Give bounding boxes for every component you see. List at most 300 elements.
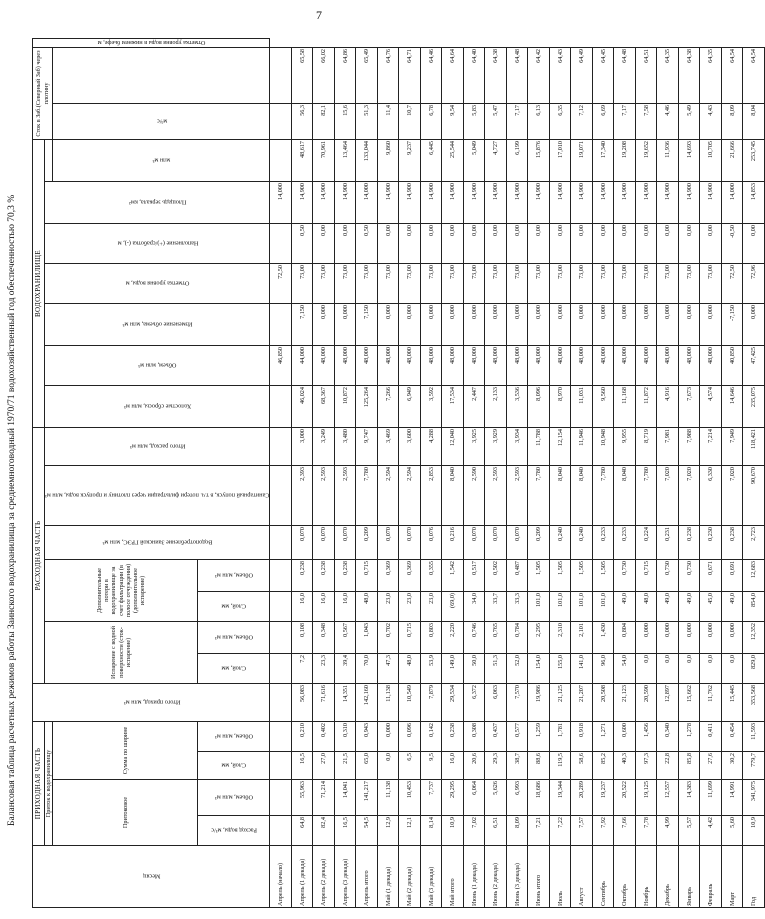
header-filt-layer: Слой, мм <box>198 592 270 622</box>
table-cell: 0,000 <box>506 304 528 346</box>
table-row <box>356 39 378 908</box>
table-cell: 82,1 <box>313 103 335 139</box>
table-cell: 10,9 <box>743 816 765 846</box>
table-cell: 73,00 <box>700 264 722 304</box>
table-cell: 40,3 <box>614 752 636 780</box>
table-cell: 15,6 <box>334 103 356 139</box>
table-cell: 14,991 <box>721 780 743 816</box>
table-cell: 7,150 <box>356 304 378 346</box>
table-cell: 23,0 <box>420 592 442 622</box>
table-cell: 0,000 <box>571 304 593 346</box>
table-cell: 21,5 <box>334 752 356 780</box>
table-cell: 4,43 <box>700 103 722 139</box>
header-volume-short: Объем, млн м³ <box>198 722 270 752</box>
table-cell: 48,000 <box>592 346 614 386</box>
table-cell: 16,0 <box>313 592 335 622</box>
table-cell: 64,71 <box>399 47 421 103</box>
table-cell: 19,208 <box>614 139 636 181</box>
table-cell: 48,000 <box>657 346 679 386</box>
table-cell: 0,070 <box>485 526 507 560</box>
table-cell: 7,150 <box>291 304 313 346</box>
table-cell <box>270 139 292 181</box>
table-cell: 7,266 <box>377 386 399 428</box>
table-cell: 7,988 <box>678 428 700 466</box>
table-cell: 19,344 <box>549 780 571 816</box>
table-cell: 0,070 <box>399 526 421 560</box>
table-cell: 64,86 <box>334 47 356 103</box>
table-cell: 1,278 <box>678 722 700 752</box>
table-cell: 96,0 <box>592 654 614 684</box>
table-cell: 12,040 <box>442 428 464 466</box>
table-cell: 8,040 <box>549 466 571 526</box>
row-month-label: Декабрь <box>657 846 679 908</box>
table-cell: 779,7 <box>743 752 765 780</box>
table-cell: 0,369 <box>399 560 421 592</box>
table-cell: 0,238 <box>721 526 743 560</box>
table-cell: 8,040 <box>571 466 593 526</box>
row-month-label: Апрель (3 декада) <box>334 846 356 908</box>
table-cell: 7,020 <box>657 466 679 526</box>
table-cell: 15,876 <box>528 139 550 181</box>
table-cell: 0,746 <box>463 622 485 654</box>
table-cell: 0,0 <box>678 654 700 684</box>
table-cell: 1,505 <box>549 560 571 592</box>
table-cell: 0,000 <box>442 304 464 346</box>
table-cell: 73,00 <box>463 264 485 304</box>
row-month-label: Май (1 декада) <box>377 846 399 908</box>
table-cell: 48,000 <box>463 346 485 386</box>
table-cell: 48,000 <box>678 346 700 386</box>
table-cell: 73,00 <box>571 264 593 304</box>
table-cell <box>270 526 292 560</box>
table-cell: 19,986 <box>528 684 550 722</box>
table-cell: 17,340 <box>592 139 614 181</box>
table-cell: 51,3 <box>485 654 507 684</box>
table-cell: 14,900 <box>592 182 614 224</box>
header-volume: Объем, млн м³ <box>198 780 270 816</box>
table-cell: 29,3 <box>485 752 507 780</box>
table-cell: 0,00 <box>678 224 700 264</box>
table-cell: 10,549 <box>399 684 421 722</box>
table-cell: 14,693 <box>678 139 700 181</box>
table-cell: 73,00 <box>377 264 399 304</box>
table-cell: 34,0 <box>463 592 485 622</box>
table-cell: 14,900 <box>463 182 485 224</box>
table-cell: 64,48 <box>506 47 528 103</box>
table-cell: 14,900 <box>485 182 507 224</box>
table-cell: 0,600 <box>614 722 636 752</box>
table-cell: 48,0 <box>635 592 657 622</box>
table-cell: 14,900 <box>528 182 550 224</box>
header-expense-part: РАСХОДНАЯ ЧАСТЬ <box>33 428 45 684</box>
table-cell <box>270 386 292 428</box>
table-cell: 10,705 <box>700 139 722 181</box>
table-row <box>721 39 743 908</box>
row-month-label: Январь <box>678 846 700 908</box>
table-cell: 53,9 <box>420 654 442 684</box>
table-cell: 21,666 <box>721 139 743 181</box>
header-out-rate: м³/с <box>53 103 270 139</box>
table-cell: 58,6 <box>571 752 593 780</box>
table-cell: 7,214 <box>700 428 722 466</box>
header-total-income: Итого приход, млн м³ <box>33 684 270 722</box>
table-cell: 0,000 <box>614 304 636 346</box>
table-cell: 4,288 <box>420 428 442 466</box>
table-cell: 11,138 <box>377 780 399 816</box>
header-industrial: Водопотребление Заинской ГРЭС, млн м³ <box>45 526 270 560</box>
table-cell: 0,000 <box>678 304 700 346</box>
table-cell: 20,6 <box>463 752 485 780</box>
table-cell: 21,125 <box>549 684 571 722</box>
table-cell: 11,4 <box>377 103 399 139</box>
table-cell: 65,0 <box>356 752 378 780</box>
table-cell: 73,00 <box>442 264 464 304</box>
table-cell: 48,000 <box>700 346 722 386</box>
table-cell: 0,000 <box>420 304 442 346</box>
table-cell: 16,0 <box>442 752 464 780</box>
table-cell: 48,0 <box>356 592 378 622</box>
table-cell: 0,454 <box>721 722 743 752</box>
table-cell: 47,425 <box>743 346 765 386</box>
table-cell: 0,308 <box>463 722 485 752</box>
table-cell: 0,076 <box>420 526 442 560</box>
table-cell: 48,000 <box>399 346 421 386</box>
row-month-label: Июнь (1 декада) <box>463 846 485 908</box>
table-cell: 0,000 <box>635 304 657 346</box>
table-cell: 0,671 <box>700 560 722 592</box>
table-cell: 7,020 <box>721 466 743 526</box>
table-cell: 7,57 <box>571 816 593 846</box>
table-cell: 0,070 <box>463 526 485 560</box>
table-cell: 7,2 <box>291 654 313 684</box>
table-cell: 6,330 <box>700 466 722 526</box>
table-cell: -7,150 <box>721 304 743 346</box>
table-cell: 0,000 <box>592 304 614 346</box>
table-cell: 73,00 <box>528 264 550 304</box>
table-cell: 0,517 <box>463 560 485 592</box>
table-cell: 11,762 <box>700 684 722 722</box>
table-cell: 48,000 <box>506 346 528 386</box>
table-cell: 0,00 <box>571 224 593 264</box>
table-cell: 253,745 <box>743 139 765 181</box>
table-cell: 0,000 <box>743 304 765 346</box>
table-cell: 71,214 <box>313 780 335 816</box>
table-cell: 7,02 <box>463 816 485 846</box>
table-cell: 0,230 <box>700 526 722 560</box>
table-cell: 0,00 <box>506 224 528 264</box>
table-cell: 27,6 <box>700 752 722 780</box>
table-cell: 7,780 <box>356 466 378 526</box>
table-cell: 3,469 <box>377 428 399 466</box>
table-cell: 13,464 <box>334 139 356 181</box>
table-cell: 12,154 <box>549 428 571 466</box>
table-cell: 20,590 <box>635 684 657 722</box>
table-cell: 11,138 <box>377 684 399 722</box>
table-cell: 10,7 <box>399 103 421 139</box>
table-cell: 0,000 <box>549 304 571 346</box>
table-cell: 0,000 <box>485 304 507 346</box>
table-cell: 64,35 <box>700 47 722 103</box>
table-cell: 6,51 <box>485 816 507 846</box>
table-cell: 14,351 <box>334 684 356 722</box>
header-tributary: Притоковое <box>53 780 198 846</box>
table-cell: 17,010 <box>549 139 571 181</box>
table-cell: 48,000 <box>485 346 507 386</box>
table-cell: 1,456 <box>635 722 657 752</box>
table-cell: 7,17 <box>614 103 636 139</box>
table-cell: 7,879 <box>420 684 442 722</box>
table-cell: 48,617 <box>291 139 313 181</box>
table-cell: 2,220 <box>442 622 464 654</box>
table-body <box>270 39 765 908</box>
table-cell: 2,133 <box>485 386 507 428</box>
table-cell: 0,00 <box>463 224 485 264</box>
table-cell: 5,49 <box>678 103 700 139</box>
table-cell: 14,000 <box>270 182 292 224</box>
table-cell: 0,233 <box>592 526 614 560</box>
table-cell: 14,646 <box>721 386 743 428</box>
table-cell: 0,238 <box>291 560 313 592</box>
header-level-change: Наполнение (+)/сработка (-), м <box>45 224 270 264</box>
table-cell: 1,781 <box>549 722 571 752</box>
table-cell: 4,727 <box>485 139 507 181</box>
table-cell: 0,502 <box>485 560 507 592</box>
table-cell: 7,737 <box>420 780 442 816</box>
table-row <box>678 39 700 908</box>
table-cell: 2,310 <box>549 622 571 654</box>
table-cell: 72,50 <box>270 264 292 304</box>
table-cell: 52,0 <box>506 654 528 684</box>
table-cell: 47,3 <box>377 654 399 684</box>
row-month-label: Июль <box>549 846 571 908</box>
table-cell: 101,0 <box>592 592 614 622</box>
table-cell: 85,2 <box>592 752 614 780</box>
table-cell <box>270 816 292 846</box>
table-row <box>506 39 528 908</box>
table-row <box>377 39 399 908</box>
table-cell: 101,0 <box>528 592 550 622</box>
table-cell: 14,000 <box>356 182 378 224</box>
table-cell: 23,0 <box>377 592 399 622</box>
table-cell: 3,600 <box>399 428 421 466</box>
table-cell: 9,560 <box>592 386 614 428</box>
table-cell: 0,240 <box>549 526 571 560</box>
table-cell: 0,096 <box>399 722 421 752</box>
table-cell <box>270 560 292 592</box>
table-cell: 73,00 <box>592 264 614 304</box>
table-cell: 64,54 <box>721 47 743 103</box>
table-cell: 11,031 <box>571 386 593 428</box>
table-cell: 0,577 <box>506 722 528 752</box>
table-cell: 14,900 <box>700 182 722 224</box>
table-row <box>334 39 356 908</box>
table-cell: 0,209 <box>528 526 550 560</box>
row-month-label: Октябрь <box>614 846 636 908</box>
header-out-volume: млн м³ <box>53 139 270 181</box>
table-cell: 21,207 <box>571 684 593 722</box>
table-cell: 854,0 <box>743 592 765 622</box>
table-cell: 14,900 <box>291 182 313 224</box>
table-cell: 0,238 <box>678 526 700 560</box>
table-cell: 73,00 <box>313 264 335 304</box>
table-cell: 64,35 <box>657 47 679 103</box>
table-cell: 72,96 <box>743 264 765 304</box>
table-cell: 14,900 <box>420 182 442 224</box>
table-cell: 38,7 <box>506 752 528 780</box>
table-cell: 0,00 <box>399 224 421 264</box>
table-cell: 0,50 <box>356 224 378 264</box>
table-cell: 73,00 <box>420 264 442 304</box>
table-cell: 14,900 <box>399 182 421 224</box>
table-cell: 5,60 <box>721 816 743 846</box>
table-cell: 12,683 <box>743 560 765 592</box>
row-month-label: Апрель (2 декада) <box>313 846 335 908</box>
table-cell: 0,784 <box>506 622 528 654</box>
table-cell: 5,47 <box>485 103 507 139</box>
table-cell: 64,38 <box>485 47 507 103</box>
table-cell: 64,42 <box>528 47 550 103</box>
table-cell: 85,8 <box>678 752 700 780</box>
table-cell: 4,574 <box>700 386 722 428</box>
table-cell: 33,7 <box>485 592 507 622</box>
table-cell <box>270 224 292 264</box>
table-cell: 0,348 <box>313 622 335 654</box>
table-cell: 48,000 <box>420 346 442 386</box>
table-cell: 0,00 <box>592 224 614 264</box>
table-cell: 14,900 <box>506 182 528 224</box>
table-cell: 9,860 <box>377 139 399 181</box>
table-cell: 19,071 <box>571 139 593 181</box>
row-month-label: Март <box>721 846 743 908</box>
table-cell: 44,000 <box>291 346 313 386</box>
header-evap-volume: Объем, млн м³ <box>198 622 270 654</box>
table-cell: 0,340 <box>657 722 679 752</box>
table-cell: 1,259 <box>528 722 550 752</box>
table-cell: 10,453 <box>399 780 421 816</box>
table-cell: 0,437 <box>485 722 507 752</box>
table-cell: 14,900 <box>549 182 571 224</box>
table-cell: 30,2 <box>721 752 743 780</box>
table-cell: 5,626 <box>485 780 507 816</box>
table-cell: 7,020 <box>678 466 700 526</box>
table-cell: 6,372 <box>463 684 485 722</box>
table-cell: 101,0 <box>549 592 571 622</box>
table-cell: 17,534 <box>442 386 464 428</box>
table-cell: 14,900 <box>614 182 636 224</box>
table-cell: 14,900 <box>377 182 399 224</box>
table-cell: 27,0 <box>313 752 335 780</box>
table-cell: 48,000 <box>635 346 657 386</box>
table-cell: 48,000 <box>614 346 636 386</box>
table-cell: 101,0 <box>571 592 593 622</box>
table-cell: 0,730 <box>678 560 700 592</box>
table-cell: 0,0 <box>700 654 722 684</box>
table-cell: 1,505 <box>571 560 593 592</box>
header-inflow-to-reservoir: Приток к водохранилищу <box>45 722 53 846</box>
table-cell: 8,096 <box>528 386 550 428</box>
table-cell: 0,209 <box>356 526 378 560</box>
table-cell: 70,0 <box>356 654 378 684</box>
table-cell <box>270 466 292 526</box>
row-month-label: Апрель итого <box>356 846 378 908</box>
table-cell: 341,975 <box>743 780 765 816</box>
table-cell: 0,00 <box>528 224 550 264</box>
table-cell: 73,00 <box>657 264 679 304</box>
row-month-label: Май (2 декада) <box>399 846 421 908</box>
balance-table-rotated <box>32 0 758 908</box>
table-cell: 7,92 <box>592 816 614 846</box>
table-cell: 64,76 <box>377 47 399 103</box>
table-cell <box>270 428 292 466</box>
table-cell: 6,993 <box>506 780 528 816</box>
table-cell: 18,686 <box>528 780 550 816</box>
table-cell: 49,0 <box>614 592 636 622</box>
table-cell: 48,000 <box>356 346 378 386</box>
table-cell: 0,000 <box>657 622 679 654</box>
table-cell: 0,487 <box>506 560 528 592</box>
table-cell: 2,295 <box>528 622 550 654</box>
table-cell <box>270 304 292 346</box>
table-cell: 8,970 <box>549 386 571 428</box>
table-cell: 1,043 <box>356 622 378 654</box>
table-cell: 9,747 <box>356 428 378 466</box>
table-cell: 7,780 <box>635 466 657 526</box>
header-income-part: ПРИХОДНАЯ ЧАСТЬ <box>33 722 45 846</box>
table-cell: 20,508 <box>592 684 614 722</box>
table-cell: 12,557 <box>657 780 679 816</box>
table-row <box>399 39 421 908</box>
table-row <box>420 39 442 908</box>
header-layer: Слой, мм <box>198 752 270 780</box>
table-cell: 11,872 <box>635 386 657 428</box>
table-cell: 0,355 <box>420 560 442 592</box>
table-cell <box>270 103 292 139</box>
table-cell: 0,803 <box>420 622 442 654</box>
table-cell: 0,000 <box>528 304 550 346</box>
table-row <box>657 39 679 908</box>
table-cell: 3,480 <box>334 428 356 466</box>
table-cell: 64,46 <box>420 47 442 103</box>
table-cell: 0,00 <box>313 224 335 264</box>
table-cell: 46,850 <box>270 346 292 386</box>
table-cell: 19,652 <box>635 139 657 181</box>
table-cell: 73,00 <box>291 264 313 304</box>
table-cell: 11,788 <box>528 428 550 466</box>
table-cell: 8,04 <box>743 103 765 139</box>
table-cell: 0,369 <box>377 560 399 592</box>
table-cell: 48,000 <box>549 346 571 386</box>
table-row <box>571 39 593 908</box>
table-cell <box>270 722 292 752</box>
table-cell: 9,54 <box>442 103 464 139</box>
header-level-mark: Отметка уровня воды, м <box>45 264 270 304</box>
table-cell: 73,00 <box>614 264 636 304</box>
table-cell: 46,024 <box>291 386 313 428</box>
table-cell: 7,12 <box>571 103 593 139</box>
table-cell: 0,00 <box>614 224 636 264</box>
table-cell: 14,900 <box>313 182 335 224</box>
table-cell: 119,5 <box>549 752 571 780</box>
header-water-storage: ВОДОХРАНИЛИЩЕ <box>33 139 45 427</box>
table-cell: 0,691 <box>721 560 743 592</box>
table-cell: 14,900 <box>442 182 464 224</box>
header-reservoir-volume: Объем, млн м³ <box>45 346 270 386</box>
table-cell: 73,00 <box>549 264 571 304</box>
table-cell: 49,0 <box>721 592 743 622</box>
table-cell: 97,3 <box>635 752 657 780</box>
table-cell: 48,0 <box>399 654 421 684</box>
table-cell: 2,594 <box>377 466 399 526</box>
